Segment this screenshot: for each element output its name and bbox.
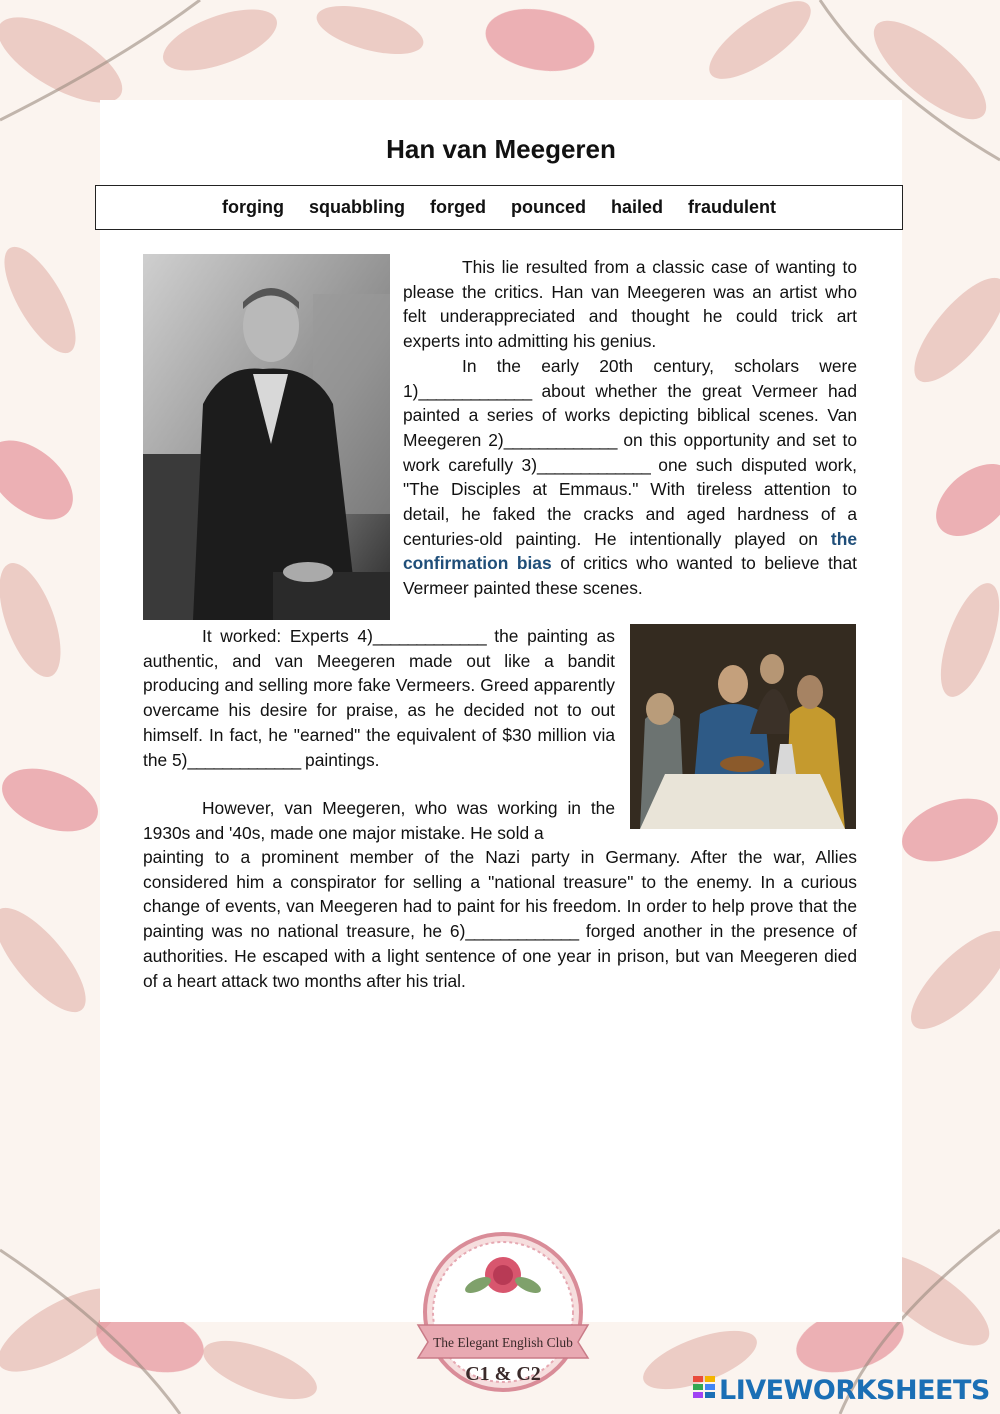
paragraph-mistake: [143, 796, 615, 845]
paragraph-text: one such disputed work, "The Disciples at Emmaus." With tireless attention to detail, he faked the cracks and aged hardness of a centuries-old painting. He intentionally played on: [403, 454, 857, 549]
paragraph-text: However, van Meegeren, who was working in the 1930s and '40s, made one major mistake. He sold a: [143, 798, 615, 843]
paragraph-intro: [403, 255, 857, 601]
paragraph-text: In the early 20th century, scholars were 1): [403, 355, 857, 401]
page-title: Han van Meegeren: [386, 134, 616, 164]
blank-6-input[interactable]: _____________: [465, 921, 579, 942]
word-bank-item: forged: [429, 197, 486, 217]
logo-line2: C1 & C2: [465, 1363, 541, 1385]
paragraph-text: forged another in the presence of authorities. He escaped with a light sentence of one year in prison, but van Meegeren died of a heart attack two months after his trial.: [143, 921, 857, 991]
paragraph-text: It worked: Experts 4): [202, 626, 373, 646]
paragraph-experts: [143, 624, 615, 772]
blank-4-input[interactable]: _____________: [372, 626, 486, 646]
paragraph-text: of critics who wanted to believe that Vermeer painted these scenes.: [403, 553, 857, 599]
blank-5-input[interactable]: _____________: [187, 749, 301, 770]
liveworksheets-branding: [693, 1375, 990, 1405]
liveworksheets-icon: [693, 1376, 715, 1404]
word-bank-item: pounced: [510, 197, 586, 217]
word-bank-item: hailed: [610, 197, 663, 217]
confirmation-bias-link[interactable]: the confirmation bias: [403, 528, 857, 574]
paragraph-text: on this opportunity and set to work carefully 3): [403, 429, 857, 475]
portrait-photo: [143, 254, 390, 620]
paragraph-text: painting to a prominent member of the Nazi party in Germany. After the war, Allies considered him a conspirator for selling a "national treasure" to the enemy. In a curious change of events, van Meegeren had to paint for his freedom. In order to help prove that the painting was no national treasure, he 6): [143, 847, 857, 942]
word-bank-item: forging: [222, 197, 284, 217]
word-bank: [95, 185, 903, 230]
blank-3-input[interactable]: _____________: [537, 454, 650, 475]
club-logo: [413, 1230, 593, 1414]
word-bank-item: squabbling: [308, 197, 405, 217]
paragraph-conclusion: [143, 845, 857, 993]
blank-1-input[interactable]: _____________: [418, 380, 532, 401]
paragraph-text: about whether the great Vermeer had painted a series of works depicting biblical scenes. Van Meegeren 2): [403, 380, 857, 450]
painting-photo: [630, 624, 856, 829]
paragraph-text: This lie resulted from a classic case of wanting to please the critics. Han van Meegeren was an artist who felt underappreciated and thought he could trick art experts into admitting his genius.: [403, 257, 857, 352]
blank-2-input[interactable]: _____________: [503, 429, 617, 450]
liveworksheets-text: LIVEWORKSHEETS: [719, 1374, 990, 1406]
word-bank-item: fraudulent: [688, 197, 776, 217]
paragraph-text: paintings.: [300, 749, 380, 770]
paragraph-text: the painting as authentic, and van Meegeren made out like a bandit producing and selling more fake Vermeers. Greed apparently overcame his desire for praise, as he decided not to out himself. In fact, he "earned" the equivalent of $30 million via the 5): [143, 626, 615, 770]
logo-line1: The Elegant English Club: [433, 1335, 573, 1350]
